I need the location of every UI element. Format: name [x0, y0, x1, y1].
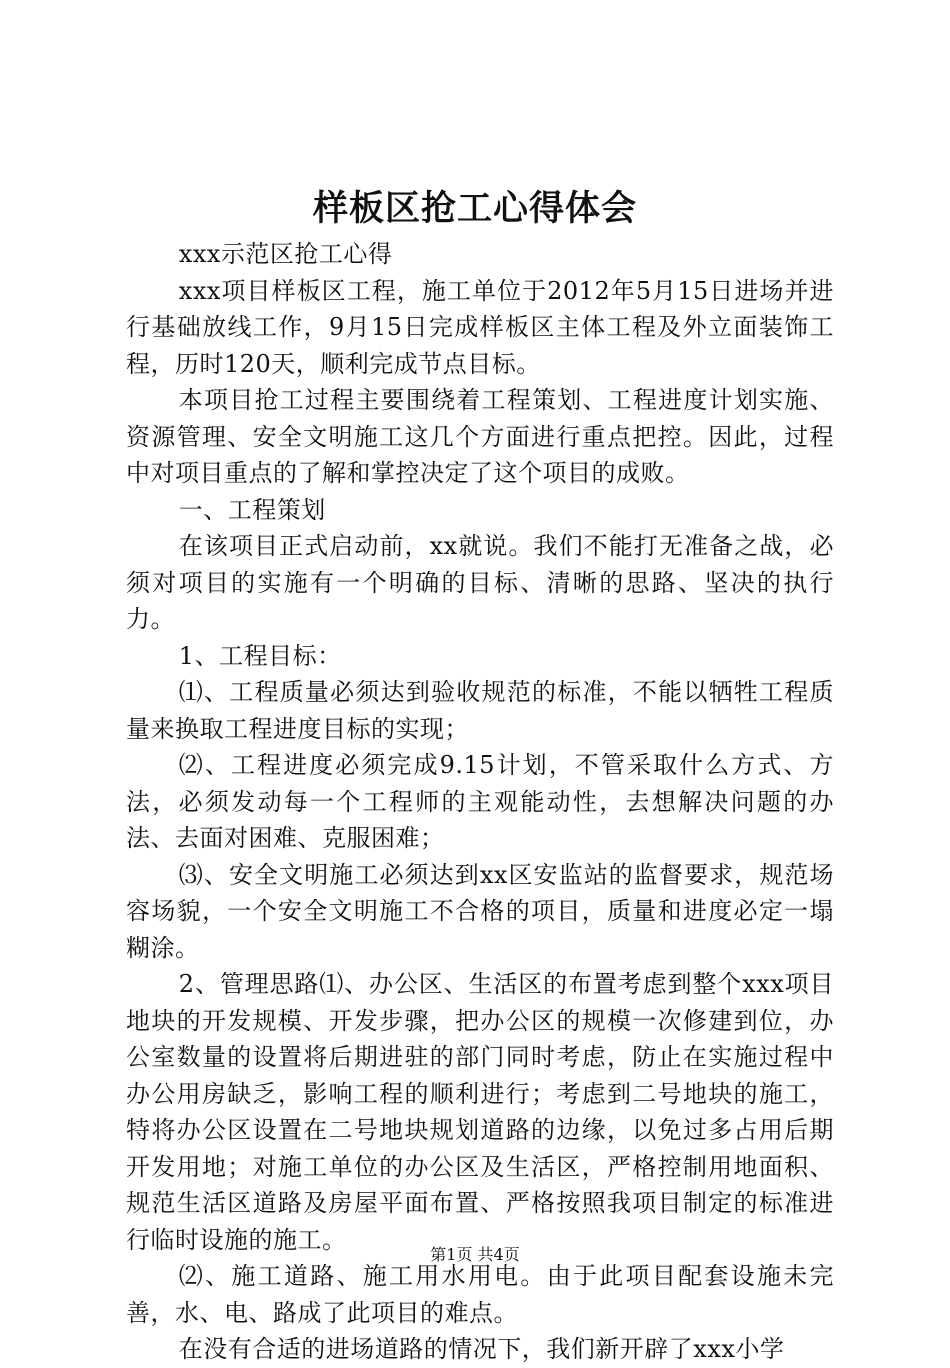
paragraph-goal-schedule: ⑵、工程进度必须完成9.15计划，不管采取什么方式、方法，必须发动每一个工程师的主观能动性，去想解决问题的办法、去面对困难、克服困难；	[126, 751, 834, 852]
paragraph-goal-safety: ⑶、安全文明施工必须达到xx区安监站的监督要求，规范场容场貌，一个安全文明施工不合格的项目，质量和进度必定一塌糊涂。	[126, 860, 834, 962]
paragraph-utilities: ⑵、施工道路、施工用水用电。由于此项目配套设施未完善，水、电、路成了此项目的难点。	[126, 1262, 834, 1327]
page-footer: 第1页 共4页	[430, 1245, 520, 1264]
paragraph-subtitle: xxx示范区抢工心得	[178, 240, 393, 268]
paragraph-planning: 在该项目正式启动前，xx就说。我们不能打无准备之战，必须对项目的实施有一个明确的目标、清晰的思路、坚决的执行力。	[126, 532, 834, 633]
document-title: 样板区抢工心得体会	[312, 188, 637, 229]
paragraph-roads: 在没有合适的进场道路的情况下，我们新开辟了xxx小学	[178, 1335, 785, 1363]
paragraph-goal-quality: ⑴、工程质量必须达到验收规范的标准，不能以牺牲工程质量来换取工程进度目标的实现；	[126, 678, 834, 743]
section-heading-planning: 一、工程策划	[178, 495, 326, 524]
document-body	[126, 236, 834, 1368]
paragraph-management-ideas: 2、管理思路⑴、办公区、生活区的布置考虑到整个xxx项目地块的开发规模、开发步骤，把办公区的规模一次修建到位，办公室数量的设置将后期进驻的部门同时考虑，防止在实施过程中办公用房缺乏，影响工程的顺利进行；考虑到二号地块的施工，特将办公区设置在二号地块规划道路的边缘，以免过多占用后期开发用地；对施工单位的办公区及生活区，严格控制用地面积、规范生活区道路及房屋平面布置、严格按照我项目制定的标准进行临时设施的施工。	[126, 970, 834, 1254]
subsection-heading-goals: 1、工程目标：	[178, 641, 342, 670]
paragraph-intro: xxx项目样板区工程，施工单位于2012年5月15日进场并进行基础放线工作，9月15日完成样板区主体工程及外立面装饰工程，历时120天，顺利完成节点目标。	[126, 276, 834, 378]
paragraph-overview: 本项目抢工过程主要围绕着工程策划、工程进度计划实施、资源管理、安全文明施工这几个方面进行重点把控。因此，过程中对项目重点的了解和掌控决定了这个项目的成败。	[126, 386, 834, 487]
